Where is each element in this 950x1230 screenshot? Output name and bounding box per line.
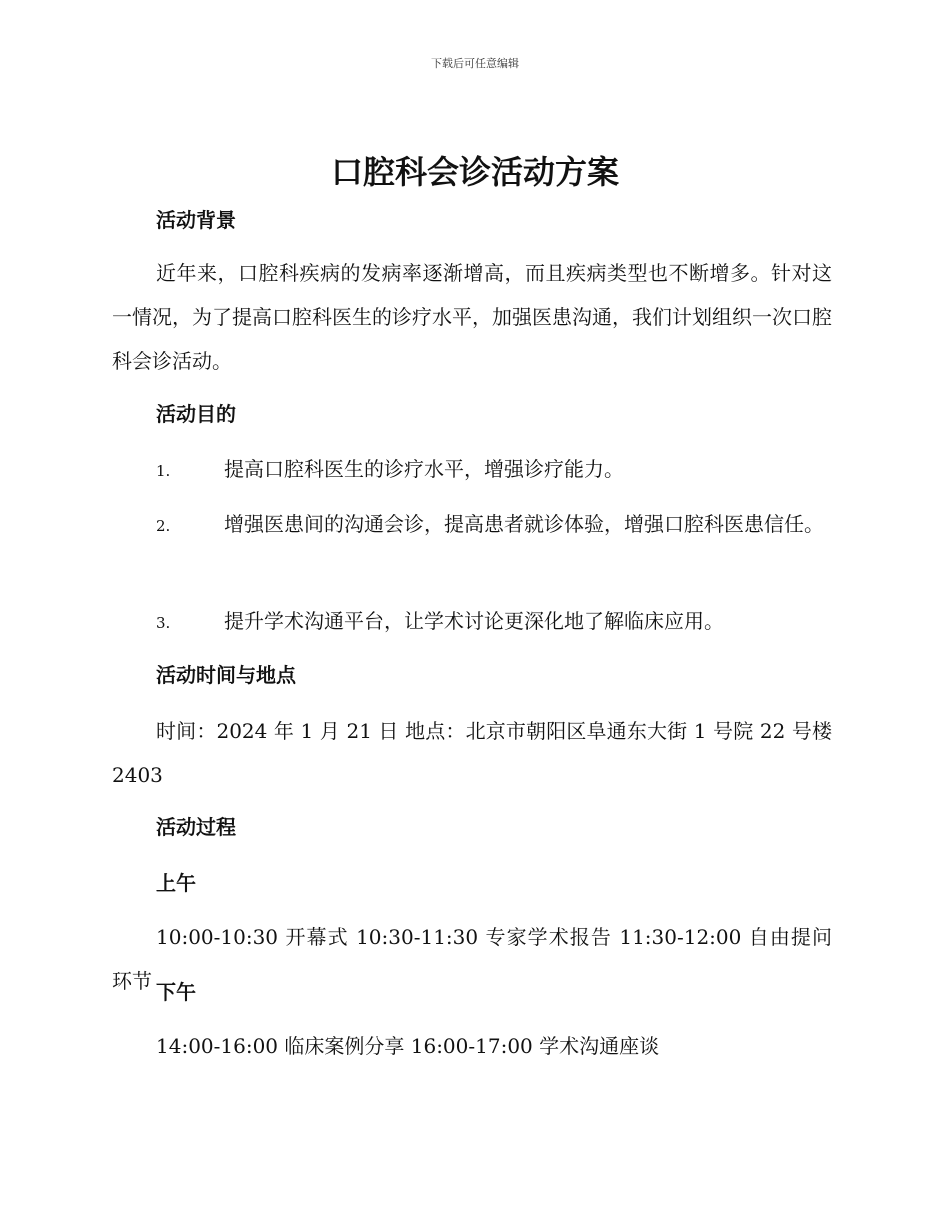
section-heading-purpose: 活动目的 [156,402,236,426]
time-place-paragraph: 时间：2024 年 1 月 21 日 地点：北京市朝阳区阜通东大街 1 号院 22 号楼 2403 [112,719,832,787]
list-number: 3. [156,614,171,632]
list-item-text: 增强医患间的沟通会诊，提高患者就诊体验，增强口腔科医患信任。 [224,512,824,536]
section-heading-background: 活动背景 [156,208,236,232]
morning-schedule: 10:00-10:30 开幕式 10:30-11:30 专家学术报告 11:30-12:00 自由提问环节 [112,925,832,993]
purpose-list-item [112,502,832,548]
page-header-note: 下载后可任意编辑 [431,57,519,70]
list-number: 1. [156,462,171,480]
section-heading-process: 活动过程 [156,815,236,839]
list-item-text: 提升学术沟通平台，让学术讨论更深化地了解临床应用。 [224,609,724,633]
background-paragraph: 近年来，口腔科疾病的发病率逐渐增高，而且疾病类型也不断增多。针对这一情况，为了提高口腔科医生的诊疗水平，加强医患沟通，我们计划组织一次口腔科会诊活动。 [112,261,832,373]
purpose-list-item [112,447,832,493]
subheading-morning: 上午 [156,871,196,895]
list-number: 2. [156,517,171,535]
list-item-text: 提高口腔科医生的诊疗水平，增强诊疗能力。 [224,457,624,481]
afternoon-schedule: 14:00-16:00 临床案例分享 16:00-17:00 学术沟通座谈 [156,1034,660,1058]
subheading-afternoon: 下午 [156,980,196,1004]
document-title: 口腔科会诊活动方案 [330,153,619,191]
purpose-list-item [112,599,832,645]
section-heading-time-place: 活动时间与地点 [156,663,296,687]
